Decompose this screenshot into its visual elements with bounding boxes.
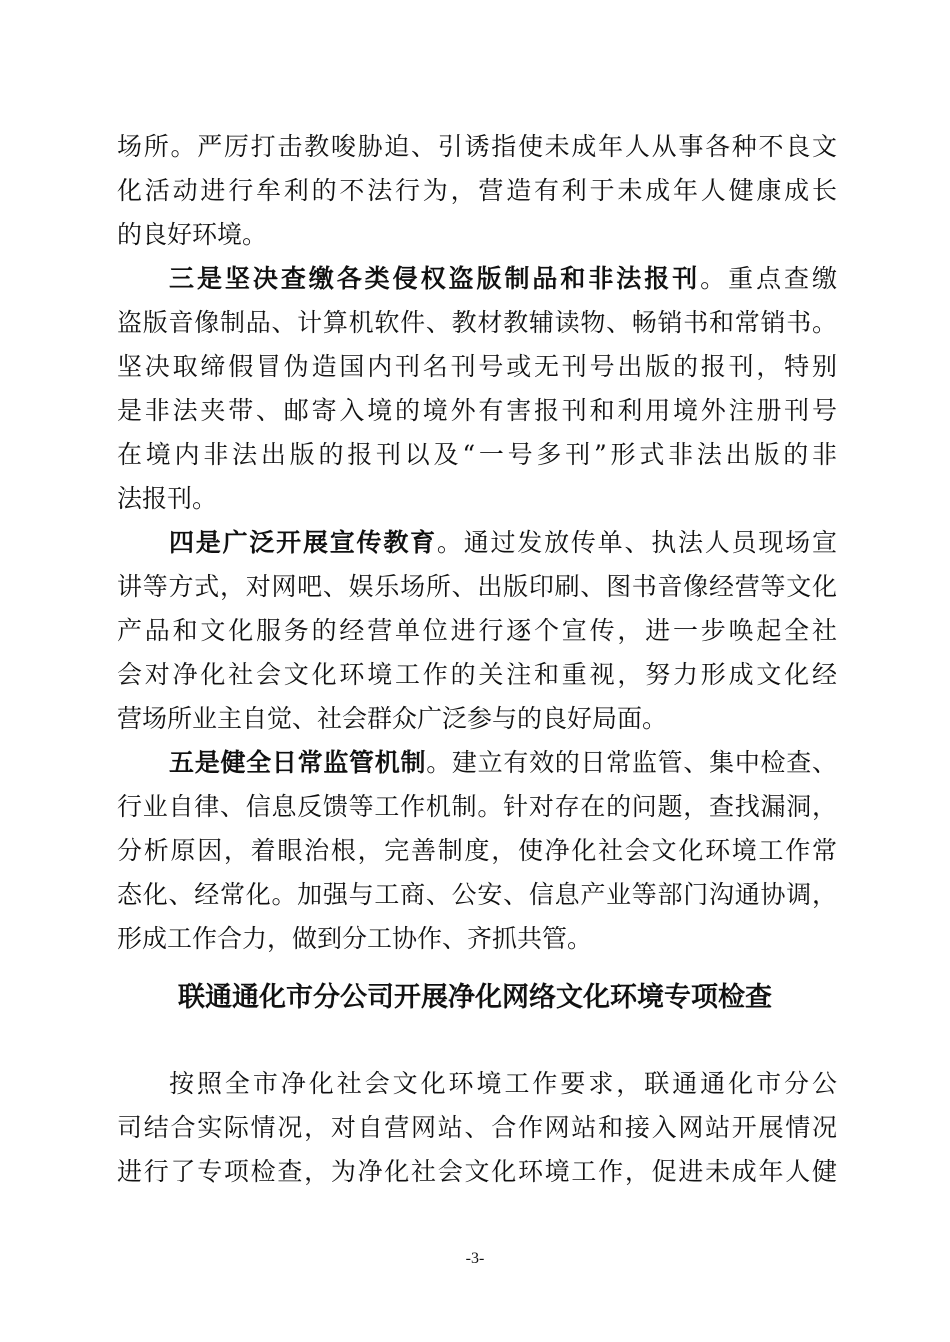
paragraph-line: 在境内非法出版的报刊以及“一号多刊”形式非法出版的非 bbox=[117, 440, 837, 469]
paragraph-line: 化活动进行牟利的不法行为，营造有利于未成年人健康成长 bbox=[117, 176, 837, 205]
section-5-lead: 五是健全日常监管机制 bbox=[169, 748, 427, 777]
paragraph-line: 的良好环境。 bbox=[117, 220, 268, 249]
section-5-text: 。建立有效的日常监管、集中检查、 bbox=[426, 748, 837, 777]
paragraph-line: 司结合实际情况，对自营网站、合作网站和接入网站开展情况 bbox=[117, 1113, 837, 1142]
paragraph-line: 场所。严厉打击教唆胁迫、引诱指使未成年人从事各种不良文 bbox=[117, 132, 837, 161]
section-4-lead: 四是广泛开展宣传教育 bbox=[169, 528, 437, 557]
paragraph-line: 法报刊。 bbox=[117, 484, 218, 513]
paragraph-line: 形成工作合力，做到分工协作、齐抓共管。 bbox=[117, 924, 593, 953]
page-number: -3- bbox=[465, 1250, 485, 1267]
section-3-text: 。重点查缴 bbox=[700, 264, 837, 293]
paragraph-line: 行业自律、信息反馈等工作机制。针对存在的问题，查找漏洞， bbox=[117, 792, 837, 821]
paragraph-line: 态化、经常化。加强与工商、公安、信息产业等部门沟通协调， bbox=[117, 880, 837, 909]
paragraph-line: 讲等方式，对网吧、娱乐场所、出版印刷、图书音像经营等文化 bbox=[117, 572, 837, 601]
section-4-text: 。通过发放传单、执法人员现场宣 bbox=[436, 528, 837, 557]
paragraph-line: 是非法夹带、邮寄入境的境外有害报刊和利用境外注册刊号 bbox=[117, 396, 837, 425]
article-body bbox=[117, 1062, 837, 1194]
paragraph-line: 盗版音像制品、计算机软件、教材教辅读物、畅销书和常销书。 bbox=[117, 308, 837, 337]
paragraph-line: 产品和文化服务的经营单位进行逐个宣传，进一步唤起全社 bbox=[117, 616, 837, 645]
article-title: 联通通化市分公司开展净化网络文化环境专项检查 bbox=[178, 982, 772, 1013]
paragraph-line: 坚决取缔假冒伪造国内刊名刊号或无刊号出版的报刊，特别 bbox=[117, 352, 837, 381]
section-3-lead: 三是坚决查缴各类侵权盗版制品和非法报刊 bbox=[169, 264, 701, 293]
body-text-block bbox=[117, 125, 837, 961]
paragraph-line: 营场所业主自觉、社会群众广泛参与的良好局面。 bbox=[117, 704, 668, 733]
paragraph-line: 分析原因，着眼治根，完善制度，使净化社会文化环境工作常 bbox=[117, 836, 837, 865]
paragraph-line: 按照全市净化社会文化环境工作要求，联通通化市分公 bbox=[169, 1069, 837, 1098]
paragraph-line: 进行了专项检查，为净化社会文化环境工作，促进未成年人健 bbox=[117, 1157, 837, 1186]
section-4-first-line bbox=[117, 521, 837, 565]
section-5-first-line bbox=[117, 741, 837, 785]
section-3-first-line bbox=[117, 257, 837, 301]
paragraph-line: 会对净化社会文化环境工作的关注和重视，努力形成文化经 bbox=[117, 660, 837, 689]
